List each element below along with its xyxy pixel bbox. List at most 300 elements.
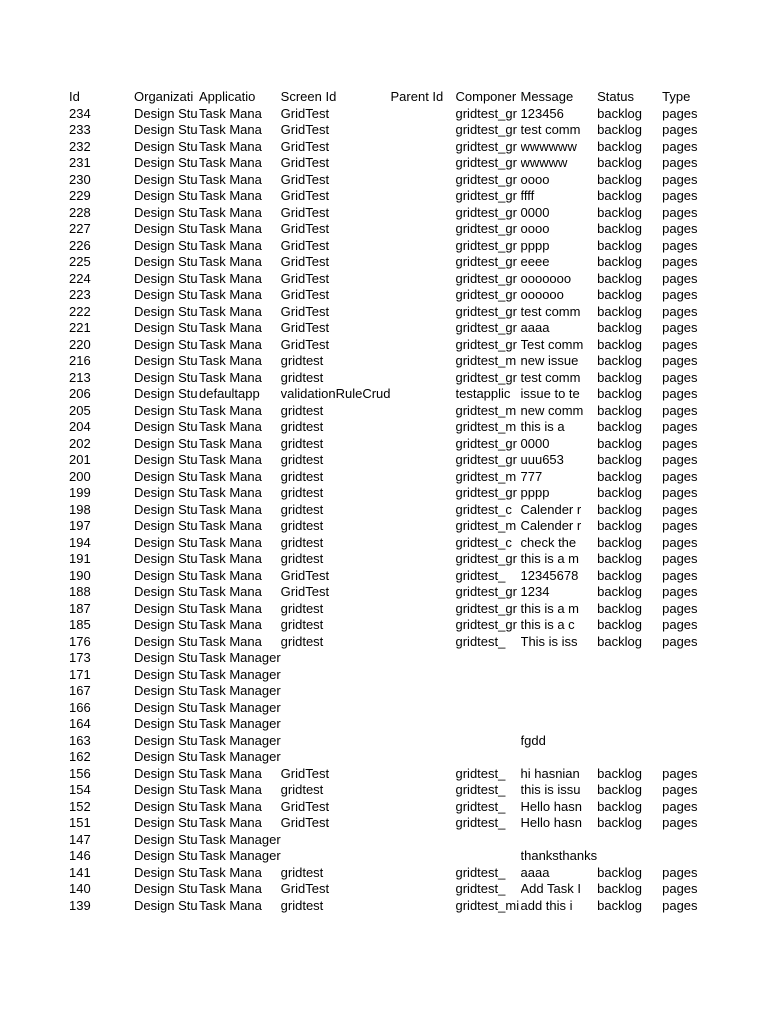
cell-organization: Design Stu	[134, 617, 198, 632]
cell-status	[597, 733, 662, 750]
cell-component: gridtest_gr	[455, 237, 517, 253]
cell-organization: Design Stu	[134, 650, 198, 665]
table-row	[69, 865, 727, 882]
column-header-parent-id: Parent Id	[390, 89, 444, 104]
cell-component: gridtest_	[455, 633, 506, 649]
cell-organization: Design Stu	[134, 600, 198, 616]
cell-parent-id	[391, 766, 456, 783]
cell-screen-id: GridTest	[280, 303, 330, 319]
cell-type: pages	[662, 468, 698, 484]
cell-application: defaultapp	[199, 386, 260, 401]
cell-message	[521, 667, 598, 684]
cell-screen-id: gridtest	[280, 600, 324, 616]
cell-type: pages	[662, 782, 698, 797]
cell-id: 220	[69, 336, 91, 352]
cell-component: gridtest_gr	[455, 336, 517, 352]
cell-screen-id: gridtest	[280, 864, 324, 880]
table-row	[69, 799, 727, 816]
cell-screen-id: gridtest	[280, 369, 324, 385]
cell-message	[521, 716, 598, 733]
cell-status: backlog	[597, 188, 642, 203]
cell-component: gridtest_gr	[455, 204, 517, 220]
table-row	[69, 601, 727, 618]
cell-message: new issue	[520, 353, 579, 368]
cell-id: 198	[69, 501, 91, 517]
cell-id: 162	[69, 749, 91, 764]
cell-component: gridtest_gr	[455, 122, 517, 137]
cell-type	[662, 716, 727, 733]
cell-parent-id	[391, 700, 456, 717]
cell-application: Task Mana	[199, 782, 262, 797]
cell-message: pppp	[520, 237, 550, 253]
table-row	[69, 683, 727, 700]
cell-status: backlog	[597, 320, 642, 335]
cell-type: pages	[662, 584, 698, 599]
cell-message: pppp	[520, 485, 550, 500]
cell-parent-id	[391, 106, 456, 123]
table-row	[69, 766, 727, 783]
table-row	[69, 518, 727, 535]
table-row	[69, 667, 727, 684]
cell-application: Task Mana	[199, 221, 262, 236]
cell-organization: Design Stu	[134, 666, 198, 682]
cell-status	[597, 650, 662, 667]
cell-screen-id: gridtest	[280, 782, 324, 797]
cell-screen-id: GridTest	[280, 221, 330, 236]
cell-message: oooooo	[520, 287, 564, 302]
cell-status: backlog	[597, 617, 642, 632]
cell-message: test comm	[520, 369, 581, 385]
cell-status: backlog	[597, 584, 642, 599]
cell-status: backlog	[597, 435, 642, 451]
cell-type: pages	[662, 188, 698, 203]
cell-component: gridtest_gr	[455, 287, 517, 302]
cell-type: pages	[662, 237, 698, 253]
cell-component	[456, 650, 521, 667]
cell-application: Task Mana	[199, 534, 262, 550]
table-row	[69, 122, 727, 139]
cell-component: gridtest_gr	[455, 105, 517, 121]
table-row	[69, 848, 727, 865]
cell-message	[521, 700, 598, 717]
cell-status: backlog	[597, 600, 642, 616]
cell-screen-id	[281, 716, 391, 733]
cell-organization: Design Stu	[134, 848, 198, 863]
cell-parent-id	[391, 799, 456, 816]
table-row	[69, 337, 727, 354]
cell-application: Task Mana	[199, 584, 262, 599]
cell-parent-id	[391, 172, 456, 189]
cell-type: pages	[662, 138, 698, 154]
table-row	[69, 700, 727, 717]
cell-application: Task Mana	[199, 501, 262, 517]
cell-id: 230	[69, 171, 91, 187]
cell-screen-id: gridtest	[280, 501, 324, 517]
table-row	[69, 188, 727, 205]
cell-application: Task Mana	[199, 171, 262, 187]
cell-component	[456, 749, 521, 766]
cell-application: Task Mana	[199, 287, 262, 302]
cell-id: 173	[69, 650, 91, 665]
cell-status: backlog	[597, 468, 642, 484]
cell-screen-id: GridTest	[280, 237, 330, 253]
cell-message: wwwww	[520, 155, 568, 170]
cell-message: add this i	[520, 897, 573, 913]
cell-message	[521, 650, 598, 667]
cell-screen-id: gridtest	[280, 468, 324, 484]
cell-message: test comm	[520, 303, 581, 319]
cell-organization: Design Stu	[134, 732, 198, 748]
cell-status: backlog	[597, 105, 642, 121]
cell-type: pages	[662, 105, 698, 121]
cell-id: 164	[69, 716, 91, 731]
cell-status: backlog	[597, 237, 642, 253]
cell-status: backlog	[597, 402, 642, 418]
cell-application: Task Mana	[199, 435, 262, 451]
cell-message: Add Task I	[520, 881, 581, 896]
cell-parent-id	[391, 238, 456, 255]
cell-status	[597, 683, 662, 700]
cell-parent-id	[391, 848, 456, 865]
cell-application: Task Mana	[199, 254, 262, 269]
cell-status: backlog	[597, 287, 642, 302]
cell-parent-id	[391, 139, 456, 156]
cell-status: backlog	[597, 303, 642, 319]
cell-parent-id	[391, 716, 456, 733]
cell-type	[662, 749, 727, 766]
cell-type: pages	[662, 221, 698, 236]
cell-id: 229	[69, 188, 91, 203]
cell-organization: Design Stu	[134, 765, 198, 781]
cell-id: 146	[69, 848, 91, 863]
cell-component: gridtest_gr	[455, 254, 517, 269]
cell-id: 234	[69, 105, 91, 121]
cell-organization: Design Stu	[134, 369, 198, 385]
cell-message: This is iss	[520, 633, 578, 649]
cell-id: 202	[69, 435, 91, 451]
cell-status: backlog	[597, 254, 642, 269]
cell-screen-id: gridtest	[280, 897, 324, 913]
cell-type	[662, 700, 727, 717]
cell-application: Task Mana	[199, 864, 262, 880]
cell-component: gridtest_	[455, 567, 506, 583]
table-row	[69, 568, 727, 585]
cell-type: pages	[662, 122, 698, 137]
cell-organization: Design Stu	[134, 452, 198, 467]
cell-id: 206	[69, 386, 91, 401]
cell-application: Task Manager	[199, 650, 281, 665]
cell-status: backlog	[597, 155, 642, 170]
cell-parent-id	[391, 353, 456, 370]
cell-parent-id	[391, 782, 456, 799]
cell-message: thanksthanks	[520, 848, 598, 863]
cell-type: pages	[662, 897, 698, 913]
cell-type: pages	[662, 617, 698, 632]
cell-type: pages	[662, 336, 698, 352]
cell-application: Task Mana	[199, 303, 262, 319]
table-row	[69, 155, 727, 172]
table-row	[69, 716, 727, 733]
table-row	[69, 353, 727, 370]
cell-screen-id: GridTest	[280, 138, 330, 154]
cell-application: Task Mana	[199, 105, 262, 121]
cell-application: Task Mana	[199, 237, 262, 253]
cell-parent-id	[391, 221, 456, 238]
cell-screen-id: gridtest	[280, 551, 324, 566]
cell-id: 232	[69, 138, 91, 154]
cell-status: backlog	[597, 122, 642, 137]
cell-screen-id	[281, 848, 391, 865]
cell-organization: Design Stu	[134, 881, 198, 896]
table-row	[69, 584, 727, 601]
cell-type: pages	[662, 518, 698, 533]
cell-status: backlog	[597, 897, 642, 913]
cell-component	[456, 667, 521, 684]
cell-component: gridtest_gr	[455, 188, 517, 203]
cell-organization: Design Stu	[134, 864, 198, 880]
cell-application: Task Manager	[199, 848, 281, 863]
cell-component: gridtest_gr	[455, 155, 517, 170]
cell-status: backlog	[597, 204, 642, 220]
cell-status	[597, 749, 662, 766]
cell-status: backlog	[597, 171, 642, 187]
cell-parent-id	[391, 815, 456, 832]
cell-organization: Design Stu	[134, 287, 198, 302]
cell-screen-id	[281, 683, 391, 700]
cell-message	[521, 749, 598, 766]
cell-parent-id	[391, 518, 456, 535]
cell-screen-id: GridTest	[280, 254, 330, 269]
cell-parent-id	[391, 634, 456, 651]
cell-application: Task Mana	[199, 204, 262, 220]
cell-status: backlog	[597, 815, 642, 830]
cell-id: 154	[69, 782, 91, 797]
cell-application: Task Mana	[199, 617, 262, 632]
cell-parent-id	[391, 865, 456, 882]
cell-application: Task Mana	[199, 567, 262, 583]
cell-message: 123456	[520, 105, 564, 121]
cell-component: gridtest_	[455, 798, 506, 814]
cell-organization: Design Stu	[134, 221, 198, 236]
column-header-component: Componer	[455, 89, 517, 104]
cell-organization: Design Stu	[134, 155, 198, 170]
cell-status: backlog	[597, 881, 642, 896]
cell-parent-id	[391, 469, 456, 486]
cell-type: pages	[662, 402, 698, 418]
cell-id: 188	[69, 584, 91, 599]
cell-status: backlog	[597, 138, 642, 154]
table-row	[69, 617, 727, 634]
cell-screen-id: GridTest	[280, 122, 330, 137]
cell-type	[662, 733, 727, 750]
cell-message: Hello hasn	[520, 798, 582, 814]
cell-status: backlog	[597, 452, 642, 467]
cell-component: gridtest_gr	[455, 435, 517, 451]
cell-parent-id	[391, 155, 456, 172]
cell-component: gridtest_gr	[455, 138, 517, 154]
cell-screen-id: GridTest	[280, 188, 330, 203]
cell-component: gridtest_gr	[455, 303, 517, 319]
cell-message	[521, 683, 598, 700]
cell-message: aaaa	[520, 864, 550, 880]
cell-type: pages	[662, 567, 698, 583]
cell-organization: Design Stu	[134, 468, 198, 484]
cell-type: pages	[662, 633, 698, 649]
cell-id: 151	[69, 815, 91, 830]
cell-component	[456, 848, 521, 865]
cell-organization: Design Stu	[134, 683, 198, 698]
cell-component: gridtest_mi	[455, 897, 520, 913]
table-row	[69, 535, 727, 552]
cell-id: 216	[69, 353, 91, 368]
cell-component: gridtest_gr	[455, 320, 517, 335]
column-header-application: Applicatio	[199, 89, 256, 104]
table-row	[69, 452, 727, 469]
cell-organization: Design Stu	[134, 798, 198, 814]
cell-status	[597, 848, 662, 865]
cell-status: backlog	[597, 386, 642, 401]
cell-component	[456, 716, 521, 733]
cell-parent-id	[391, 205, 456, 222]
cell-component: gridtest_m	[455, 419, 517, 434]
cell-status: backlog	[597, 419, 642, 434]
cell-status: backlog	[597, 336, 642, 352]
cell-component: gridtest_m	[455, 353, 517, 368]
cell-id: 171	[69, 666, 91, 682]
cell-screen-id	[281, 749, 391, 766]
cell-organization: Design Stu	[134, 633, 198, 649]
cell-status	[597, 716, 662, 733]
cell-organization: Design Stu	[134, 716, 198, 731]
cell-screen-id: gridtest	[280, 518, 324, 533]
cell-status	[597, 700, 662, 717]
cell-organization: Design Stu	[134, 171, 198, 187]
cell-status: backlog	[597, 270, 642, 286]
cell-id: 140	[69, 881, 91, 896]
cell-message: this is a c	[520, 617, 575, 632]
cell-message: 1234	[520, 584, 550, 599]
cell-organization: Design Stu	[134, 402, 198, 418]
cell-screen-id: GridTest	[280, 270, 330, 286]
table-row	[69, 832, 727, 849]
cell-component: testapplic	[455, 386, 511, 401]
cell-status	[597, 667, 662, 684]
cell-component: gridtest_m	[455, 468, 517, 484]
cell-application: Task Mana	[199, 270, 262, 286]
table-row	[69, 403, 727, 420]
table-row	[69, 221, 727, 238]
cell-message: 777	[520, 468, 543, 484]
table-row	[69, 287, 727, 304]
cell-organization: Design Stu	[134, 699, 198, 715]
cell-status: backlog	[597, 534, 642, 550]
cell-id: 225	[69, 254, 91, 269]
table-row	[69, 254, 727, 271]
cell-screen-id: GridTest	[280, 171, 330, 187]
cell-screen-id: gridtest	[280, 617, 324, 632]
cell-id: 233	[69, 122, 91, 137]
cell-type: pages	[662, 452, 698, 467]
cell-status: backlog	[597, 353, 642, 368]
cell-parent-id	[391, 568, 456, 585]
cell-organization: Design Stu	[134, 353, 198, 368]
cell-id: 176	[69, 633, 91, 649]
table-row	[69, 304, 727, 321]
column-header-id: Id	[69, 89, 80, 104]
cell-type: pages	[662, 369, 698, 385]
table-row	[69, 238, 727, 255]
cell-type	[662, 848, 727, 865]
cell-parent-id	[391, 601, 456, 618]
cell-status: backlog	[597, 518, 642, 533]
cell-application: Task Mana	[199, 485, 262, 500]
cell-id: 223	[69, 287, 91, 302]
cell-organization: Design Stu	[134, 501, 198, 517]
cell-id: 201	[69, 452, 91, 467]
cell-application: Task Manager	[199, 699, 281, 715]
cell-status: backlog	[597, 501, 642, 517]
table-row	[69, 551, 727, 568]
cell-id: 221	[69, 320, 91, 335]
cell-screen-id: GridTest	[280, 287, 330, 302]
cell-id: 213	[69, 369, 91, 385]
cell-parent-id	[391, 436, 456, 453]
cell-message: 12345678	[520, 567, 579, 583]
cell-status: backlog	[597, 551, 642, 566]
column-header-message: Message	[520, 89, 574, 104]
cell-message: uuu653	[520, 452, 564, 467]
cell-organization: Design Stu	[134, 435, 198, 451]
cell-application: Task Mana	[199, 765, 262, 781]
column-header-organization: Organizati	[134, 89, 194, 104]
cell-type: pages	[662, 270, 698, 286]
cell-component: gridtest_gr	[455, 369, 517, 385]
cell-screen-id	[281, 733, 391, 750]
cell-organization: Design Stu	[134, 270, 198, 286]
cell-component	[456, 683, 521, 700]
cell-application: Task Mana	[199, 468, 262, 484]
cell-type	[662, 650, 727, 667]
cell-application: Task Mana	[199, 369, 262, 385]
cell-id: 166	[69, 699, 91, 715]
cell-screen-id: gridtest	[280, 452, 324, 467]
cell-type: pages	[662, 551, 698, 566]
cell-application: Task Mana	[199, 633, 262, 649]
cell-message	[521, 832, 598, 849]
cell-parent-id	[391, 320, 456, 337]
cell-application: Task Mana	[199, 815, 262, 830]
cell-type: pages	[662, 881, 698, 896]
cell-type: pages	[662, 798, 698, 814]
cell-type: pages	[662, 435, 698, 451]
cell-id: 163	[69, 732, 91, 748]
cell-status: backlog	[597, 782, 642, 797]
cell-id: 167	[69, 683, 91, 698]
table-row	[69, 650, 727, 667]
cell-status: backlog	[597, 369, 642, 385]
table-row	[69, 634, 727, 651]
cell-component: gridtest_gr	[455, 221, 517, 236]
cell-organization: Design Stu	[134, 254, 198, 269]
cell-application: Task Mana	[199, 518, 262, 533]
cell-application: Task Mana	[199, 188, 262, 203]
cell-screen-id	[281, 700, 391, 717]
cell-parent-id	[391, 881, 456, 898]
cell-parent-id	[391, 485, 456, 502]
cell-status: backlog	[597, 221, 642, 236]
cell-screen-id: gridtest	[280, 485, 324, 500]
cell-screen-id: GridTest	[280, 320, 330, 335]
